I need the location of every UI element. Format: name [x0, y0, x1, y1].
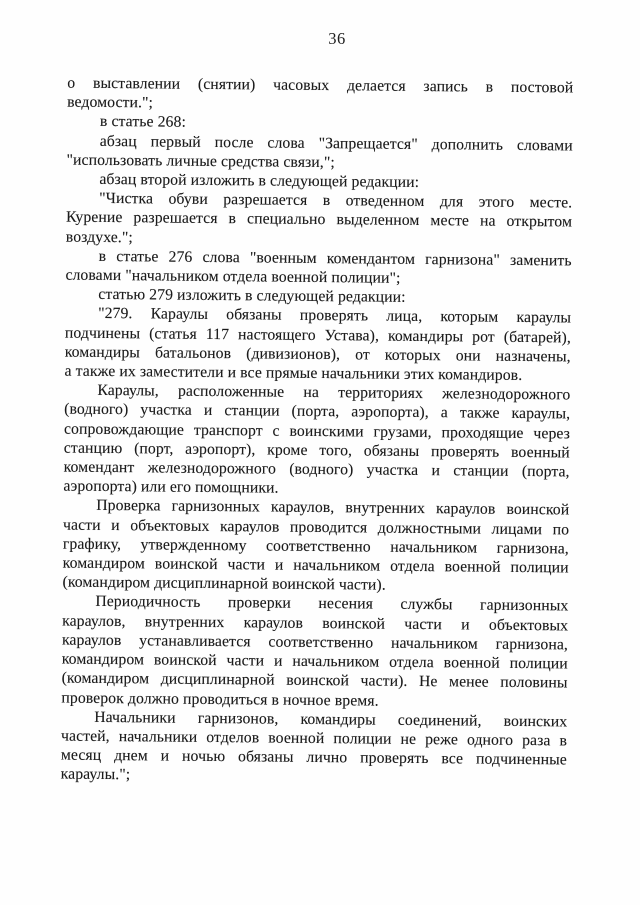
- text-line: Курение разрешается в специально выделенном месте на открытом: [65, 209, 573, 231]
- text-line: Караулы, расположенные на территориях железнодорожного: [97, 382, 571, 404]
- text-line: "279. Караулы обязаны проверять лица, которым караулы: [98, 305, 572, 327]
- text-line: комендант железнодорожного (водного) участка и станции (порта,: [63, 458, 570, 481]
- text-line: командиры батальонов (дивизионов), от которых они назначены,: [64, 343, 571, 366]
- text-line: "Чистка обуви разрешается в отведенном для этого месте.: [99, 190, 573, 212]
- text-line: части и объектовых караулов проводится должностными лицами по: [63, 516, 570, 539]
- text-line: Периодичность проверки несения службы гарнизонных: [95, 593, 569, 615]
- text-line: Проверка гарнизонных караулов, внутренних караулов воинской: [96, 497, 570, 519]
- paragraph: [61, 707, 568, 789]
- text-line: Начальники гарнизонов, командиры соединений, воинских: [94, 708, 568, 731]
- text-line: графику, утвержденному соответственно начальником гарнизона,: [62, 535, 569, 558]
- text-line: (водного) участка и станции (порта, аэропорта), а также караулы,: [64, 401, 571, 423]
- text-line: караулов, внутренних караулов воинской части и объектовых: [62, 612, 569, 635]
- document-body: [61, 74, 574, 789]
- paragraph: [65, 246, 571, 289]
- text-line: аэропорта) или его помощники.: [63, 477, 279, 497]
- text-line: воздухе.";: [65, 228, 133, 246]
- text-line: подчинены (статья 117 настоящего Устава), командиры рот (батарей),: [64, 324, 571, 347]
- paragraph: [67, 74, 573, 117]
- text-line: караулы.";: [60, 765, 131, 784]
- text-line: ведомости.";: [67, 93, 154, 112]
- paragraph: [64, 304, 571, 386]
- text-line: (командиром дисциплинарной воинской части). Не менее половины: [61, 669, 568, 692]
- text-line: словами "начальником отдела военной полиции";: [65, 266, 401, 287]
- text-line: станцию (порт, аэропорт), кроме того, обязаны проверять военный: [63, 439, 570, 462]
- text-line: "использовать личные средства связи,";: [66, 151, 335, 171]
- text-line: абзац первый после слова "Запрещается" дополнить словами: [99, 132, 573, 155]
- text-line: сопровождающие транспорт с воинскими грузами, проходящие через: [63, 420, 571, 443]
- text-line: частей, начальники отделов военной полиции не реже одного раза в: [60, 727, 568, 750]
- text-line: о выставлении (снятии) часовых делается запись в постовой: [67, 74, 574, 97]
- text-line: проверок должно проводиться в ночное время.: [61, 689, 379, 710]
- text-line: (командиром дисциплинарной воинской части).: [62, 573, 386, 594]
- text-line: месяц днем и ночью обязаны лично проверять все подчиненные: [60, 746, 567, 769]
- text-line: командиром воинской части и начальником отдела военной полиции: [62, 554, 569, 577]
- text-line: командиром воинской части и начальником отдела военной полиции: [61, 650, 568, 673]
- text-line: в статье 276 слова "военным комендантом гарнизона" заменить: [98, 247, 572, 270]
- paragraph: [62, 496, 569, 597]
- text-line: караулов устанавливается соответственно начальником гарнизона,: [61, 631, 569, 654]
- page-number: 36: [328, 29, 346, 48]
- paragraph: [67, 131, 573, 174]
- text-line: а также их заместители и все прямые начальники этих командиров.: [64, 362, 523, 385]
- paragraph: [66, 189, 573, 251]
- text-line: в статье 268:: [99, 113, 187, 132]
- paragraph: [61, 592, 568, 712]
- text-line: абзац второй изложить в следующей редакции:: [99, 170, 420, 191]
- text-line: статью 279 изложить в следующей редакции:: [98, 286, 406, 307]
- paragraph: [63, 381, 570, 501]
